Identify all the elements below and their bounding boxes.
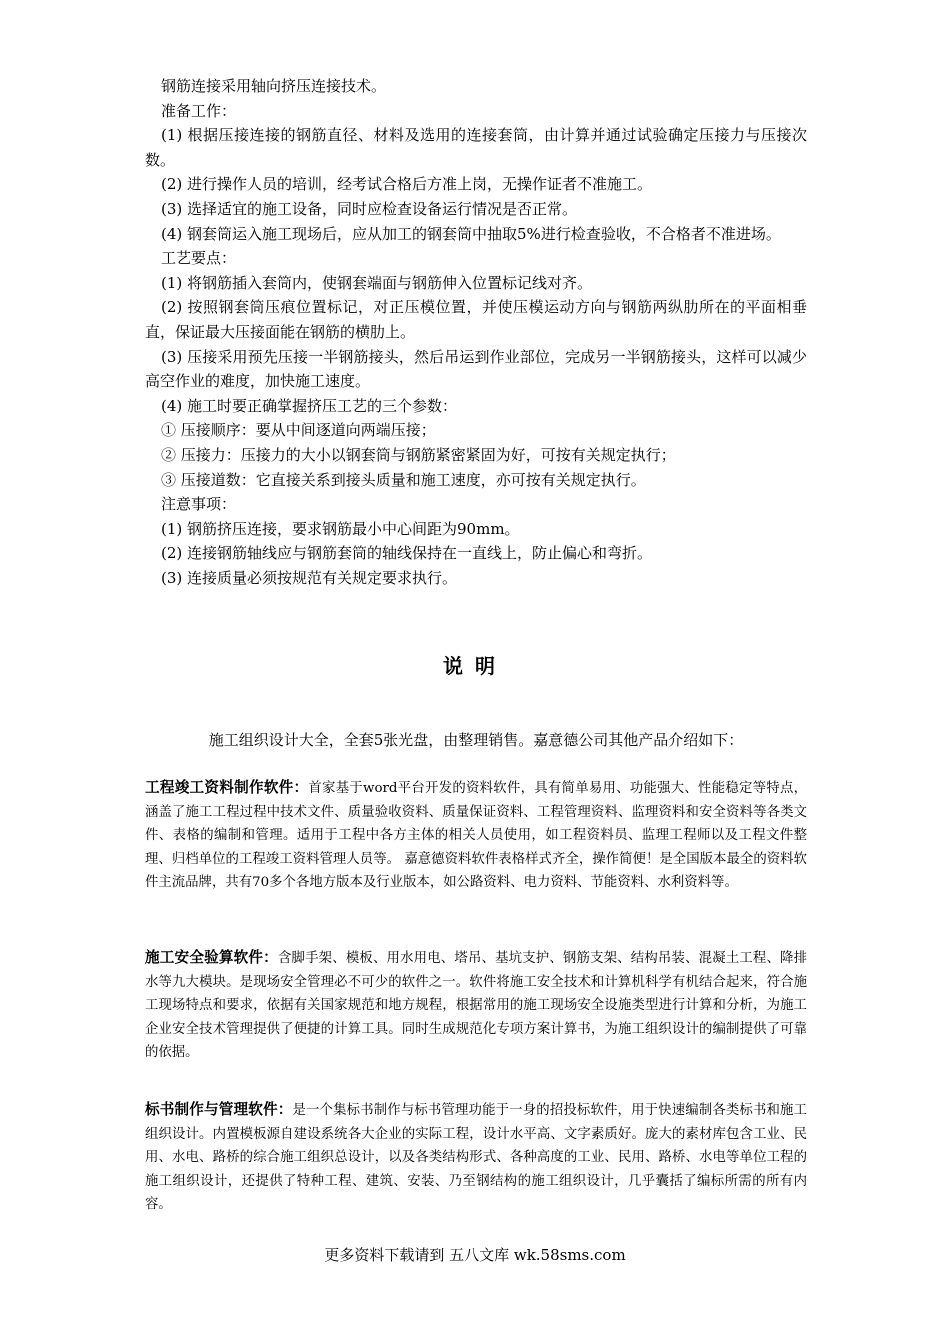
product-description xyxy=(145,776,807,895)
paragraph: (1) 根据压接连接的钢筋直径、材料及选用的连接套筒，由计算并通过试验确定压接力与压接次数。 xyxy=(145,126,807,169)
paragraph: (3) 选择适宜的施工设备，同时应检查设备运行情况是否正常。 xyxy=(161,199,578,218)
footer-link[interactable]: 更多资料下载请到 五八文库 wk.58sms.com xyxy=(324,1246,626,1264)
paragraph: ① 压接顺序：要从中间逐道向两端压接； xyxy=(161,421,436,440)
paragraph: ③ 压接道数：它直接关系到接头质量和施工速度，亦可按有关规定执行。 xyxy=(161,470,646,489)
section-heading-process: 工艺要点： xyxy=(161,249,237,268)
page-title: 说明 xyxy=(443,654,507,678)
section-heading-preparation: 准备工作： xyxy=(161,101,237,120)
paragraph: (3) 压接采用预先压接一半钢筋接头，然后吊运到作业部位，完成另一半钢筋接头，这样可以减少高空作业的难度，加快施工速度。 xyxy=(145,347,807,391)
section-heading-notes: 注意事项： xyxy=(161,495,237,514)
paragraph: (2) 进行操作人员的培训，经考试合格后方准上岗，无操作证者不准施工。 xyxy=(161,175,653,194)
paragraph: (4) 钢套筒运入施工现场后，应从加工的钢套筒中抽取5%进行检查验收，不合格者不准进场。 xyxy=(161,224,781,243)
paragraph: (3) 连接质量必须按规范有关规定要求执行。 xyxy=(161,568,458,587)
product-label: 标书制作与管理软件： xyxy=(145,1101,293,1118)
product-text: 含脚手架、模板、用水用电、塔吊、基坑支护、钢筋支架、结构吊装、混凝土工程、降排水等九大模块。是现场安全管理必不可少的软件之一。软件将施工安全技术和计算机科学有机结合起来，符合施工现场特点和要求，依据有关国家规范和地方规程，根据常用的施工现场安全设施类型进行计算和分析，为施工企业安全技术管理提供了便捷的计算工具。同时生成规范化专项方案计算书，为施工组织设计的编制提供了可靠的依据。 xyxy=(145,951,807,1061)
product-label: 工程竣工资料制作软件： xyxy=(145,779,309,796)
product-text: 是一个集标书制作与标书管理功能于一身的招投标软件，用于快速编制各类标书和施工组织设计。内置模板源自建设系统各大企业的实际工程，设计水平高、文字素质好。庞大的素材库包含工业、民用、水电、路桥的综合施工组织总设计，以及各类结构形式、各种高度的工业、民用、路桥、水电等单位工程的施工组织设计，还提供了特种工程、建筑、安装、乃至钢结构的施工组织设计，几乎囊括了编标所需的所有内容。 xyxy=(145,1103,807,1213)
product-label: 施工安全验算软件： xyxy=(145,949,278,966)
paragraph: (1) 将钢筋插入套筒内，使钢套端面与钢筋伸入位置标记线对齐。 xyxy=(161,273,593,292)
paragraph: ② 压接力：压接力的大小以钢套筒与钢筋紧密紧固为好，可按有关规定执行； xyxy=(161,445,676,464)
paragraph: (1) 钢筋挤压连接，要求钢筋最小中心间距为90mm。 xyxy=(161,519,520,538)
paragraph: 钢筋连接采用轴向挤压连接技术。 xyxy=(161,77,387,95)
body-text xyxy=(145,74,807,590)
paragraph: (2) 连接钢筋轴线应与钢筋套筒的轴线保持在一直线上，防止偏心和弯折。 xyxy=(161,544,653,563)
product-description xyxy=(145,946,807,1065)
product-description xyxy=(145,1098,807,1217)
paragraph: (4) 施工时要正确掌握挤压工艺的三个参数： xyxy=(161,396,458,415)
paragraph: (2) 按照钢套筒压痕位置标记，对正压模位置，并使压模运动方向与钢筋两纵肋所在的平面相垂直，保证最大压接面能在钢筋的横肋上。 xyxy=(145,298,807,341)
product-text: 首家基于word平台开发的资料软件，具有简单易用、功能强大、性能稳定等特点，涵盖了施工工程过程中技术文件、质量验收资料、质量保证资料、工程管理资料、监理资料和安全资料等各类文件、表格的编制和管理。适用于工程中各方主体的相关人员使用，如工程资料员、监理工程师以及工程文件整理、归档单位的工程竣工资料管理人员等。 嘉意德资料软件表格样式齐全，操作简便！是全国版本最全的资料软件主流品牌，共有70多个各地方版本及行业版本，如公路资料、电力资料、节能资料、水利资料等。 xyxy=(145,781,807,891)
intro-text: 施工组织设计大全，全套5张光盘，由整理销售。嘉意德公司其他产品介绍如下： xyxy=(208,731,744,749)
